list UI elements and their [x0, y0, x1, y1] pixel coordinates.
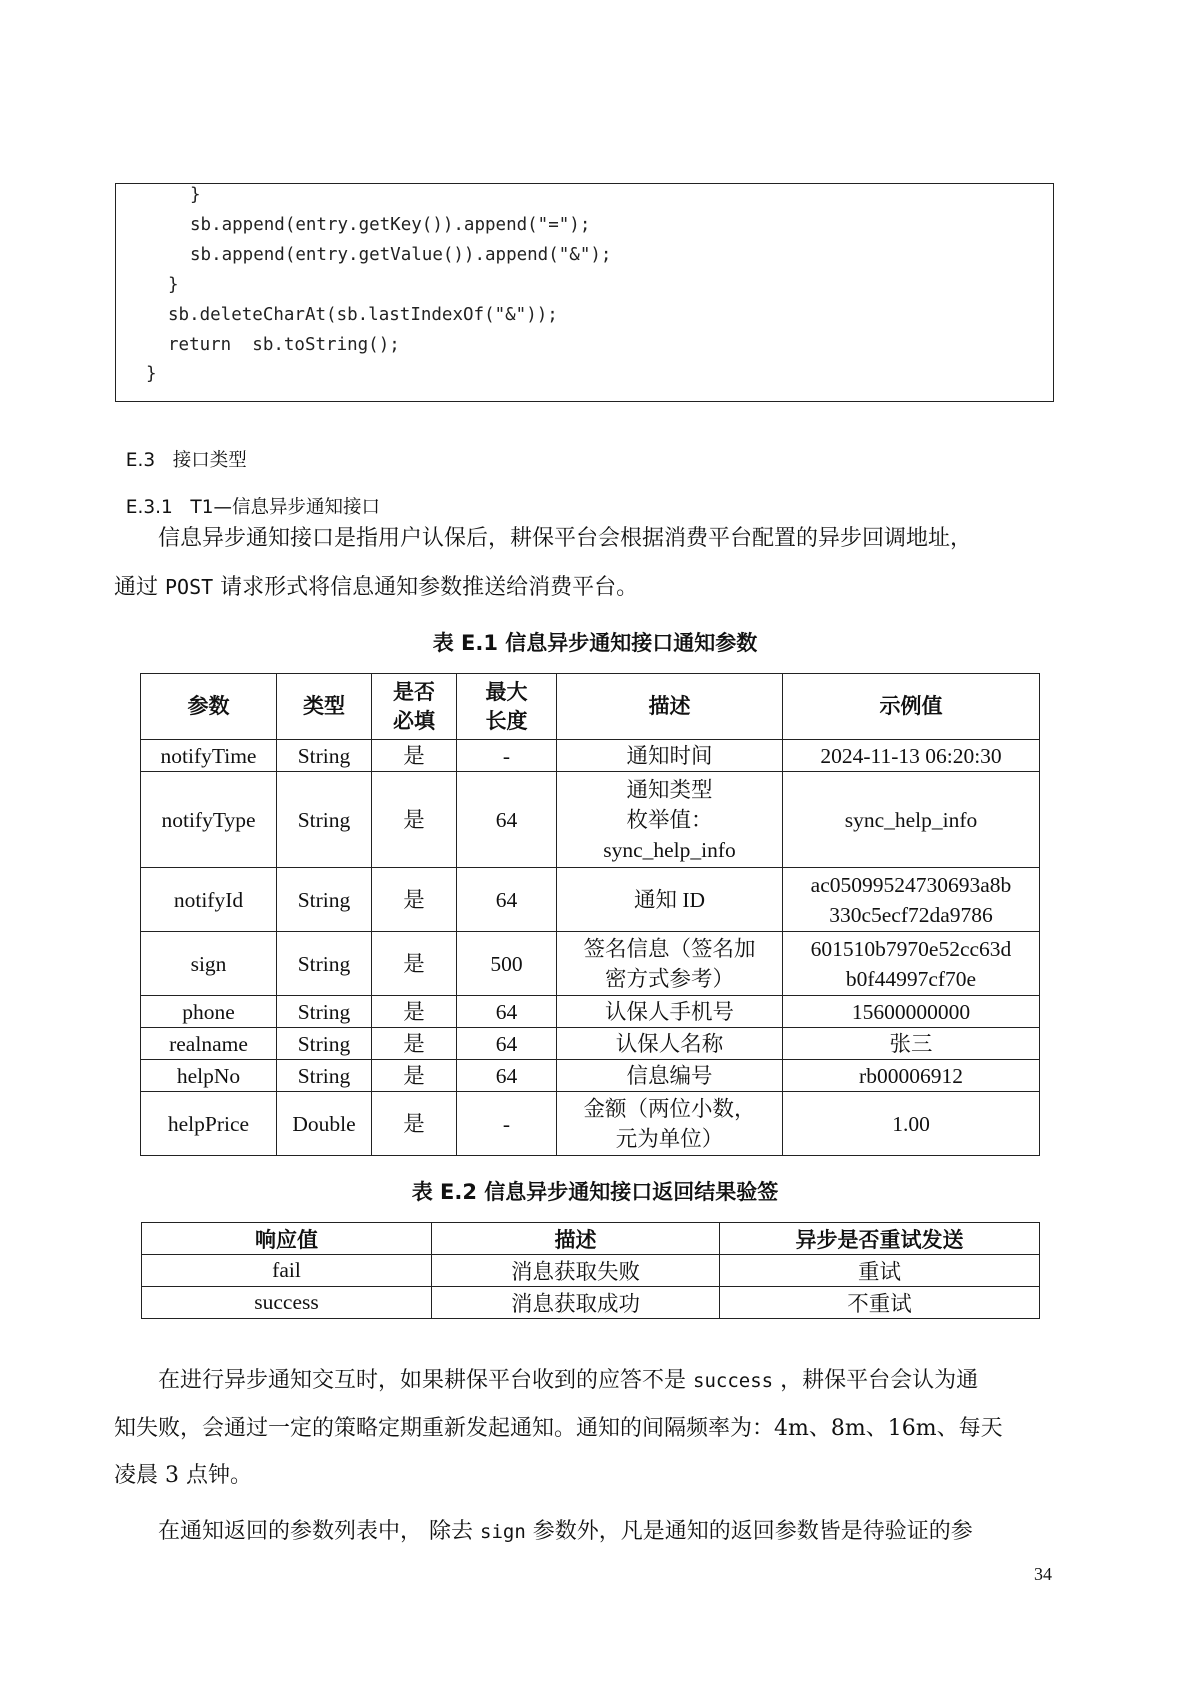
table-cell: fail — [142, 1255, 432, 1287]
column-header: 示例值 — [783, 674, 1040, 740]
section-title: 接口类型 — [172, 450, 247, 471]
code-line: return sb.toString(); — [168, 335, 400, 355]
table-cell: 认保人名称 — [557, 1028, 783, 1060]
table-row — [141, 772, 1040, 868]
table-cell: sign — [141, 932, 277, 996]
table-cell: realname — [141, 1028, 277, 1060]
table-cell: 64 — [457, 772, 557, 868]
column-header: 响应值 — [142, 1223, 432, 1255]
table-row — [141, 1060, 1040, 1092]
section-heading-e3 — [114, 425, 247, 472]
table-cell: success — [142, 1287, 432, 1319]
table-row — [141, 932, 1040, 996]
code-line: sb.append(entry.getKey()).append("="); — [190, 215, 591, 235]
table-cell: String — [277, 996, 372, 1028]
table-header-row — [141, 674, 1040, 740]
table2-caption: 表 E.2 信息异步通知接口返回结果验签 — [411, 1180, 779, 1204]
intro-line-1: 信息异步通知接口是指用户认保后，耕保平台会根据消费平台配置的异步回调地址， — [158, 526, 973, 551]
section-heading-e31 — [114, 472, 380, 519]
response-table — [141, 1222, 1040, 1319]
table-cell: 通知 ID — [557, 868, 783, 932]
table-cell: 信息编号 — [557, 1060, 783, 1092]
table-cell: String — [277, 1060, 372, 1092]
table-cell: 15600000000 — [783, 996, 1040, 1028]
intro-text: 通过 — [114, 575, 165, 600]
table-cell: notifyType — [141, 772, 277, 868]
table-cell: 是 — [372, 740, 457, 772]
table-cell: 金额（两位小数， 元为单位） — [557, 1092, 783, 1156]
table-cell: 是 — [372, 772, 457, 868]
table-header-row — [142, 1223, 1040, 1255]
table-cell: 500 — [457, 932, 557, 996]
table-cell: 是 — [372, 932, 457, 996]
column-header: 描述 — [557, 674, 783, 740]
table-cell: 通知时间 — [557, 740, 783, 772]
para-text: ，耕保平台会认为通 — [773, 1368, 979, 1393]
inline-code: sign — [480, 1521, 526, 1543]
table-cell: String — [277, 1028, 372, 1060]
table-cell: 签名信息（签名加 密方式参考） — [557, 932, 783, 996]
table-cell: - — [457, 740, 557, 772]
table-cell: String — [277, 868, 372, 932]
code-line: } — [190, 185, 201, 205]
table-cell: notifyTime — [141, 740, 277, 772]
para3-line-1 — [158, 1508, 973, 1556]
table-cell: helpNo — [141, 1060, 277, 1092]
table-cell: 是 — [372, 868, 457, 932]
table-cell: 是 — [372, 1060, 457, 1092]
para2-line-3: 凌晨 3 点钟。 — [114, 1463, 252, 1488]
table-row — [141, 868, 1040, 932]
section-number: E.3.1 — [125, 497, 173, 518]
table-cell: 是 — [372, 1028, 457, 1060]
table-row — [142, 1255, 1040, 1287]
para2-line-2: 知失败，会通过一定的策略定期重新发起通知。通知的间隔频率为：4m、8m、16m、每天 — [114, 1416, 1003, 1441]
table-cell: 64 — [457, 1028, 557, 1060]
table-row — [142, 1287, 1040, 1319]
table-cell: sync_help_info — [783, 772, 1040, 868]
page-number: 34 — [1034, 1564, 1052, 1584]
table-cell: 2024-11-13 06:20:30 — [783, 740, 1040, 772]
table-cell: 认保人手机号 — [557, 996, 783, 1028]
intro-line-2 — [114, 563, 638, 612]
table-cell: phone — [141, 996, 277, 1028]
section-number: E.3 — [125, 450, 156, 471]
table-cell: Double — [277, 1092, 372, 1156]
column-header: 是否 必填 — [372, 674, 457, 740]
column-header: 描述 — [432, 1223, 720, 1255]
table-row — [141, 996, 1040, 1028]
code-line: } — [146, 364, 157, 384]
table-cell: 不重试 — [720, 1287, 1040, 1319]
column-header: 异步是否重试发送 — [720, 1223, 1040, 1255]
section-title: T1—信息异步通知接口 — [190, 497, 380, 518]
table-cell: 消息获取成功 — [432, 1287, 720, 1319]
table-cell: 601510b7970e52cc63d b0f44997cf70e — [783, 932, 1040, 996]
inline-code: success — [693, 1370, 774, 1392]
table-row — [141, 740, 1040, 772]
table-cell: 消息获取失败 — [432, 1255, 720, 1287]
table-cell: helpPrice — [141, 1092, 277, 1156]
para2-line-1 — [158, 1357, 978, 1405]
column-header: 最大 长度 — [457, 674, 557, 740]
table-cell: 64 — [457, 1060, 557, 1092]
table-cell: 64 — [457, 996, 557, 1028]
table-cell: String — [277, 932, 372, 996]
code-line: } — [168, 275, 179, 295]
code-line: sb.append(entry.getValue()).append("&"); — [190, 245, 612, 265]
table-cell: ac05099524730693a8b 330c5ecf72da9786 — [783, 868, 1040, 932]
column-header: 参数 — [141, 674, 277, 740]
table-cell: 是 — [372, 1092, 457, 1156]
code-line: sb.deleteCharAt(sb.lastIndexOf("&")); — [168, 305, 558, 325]
table-cell: 张三 — [783, 1028, 1040, 1060]
table-row — [141, 1028, 1040, 1060]
intro-text: 请求形式将信息通知参数推送给消费平台。 — [213, 575, 639, 600]
para-text: 在通知返回的参数列表中， 除去 — [158, 1519, 480, 1544]
table-row — [141, 1092, 1040, 1156]
table-cell: rb00006912 — [783, 1060, 1040, 1092]
table-cell: String — [277, 772, 372, 868]
code-block — [115, 183, 1054, 402]
table-cell: 重试 — [720, 1255, 1040, 1287]
inline-code: POST — [165, 575, 214, 599]
column-header: 类型 — [277, 674, 372, 740]
table-cell: String — [277, 740, 372, 772]
params-table — [140, 673, 1040, 1156]
table-cell: notifyId — [141, 868, 277, 932]
table-cell: 是 — [372, 996, 457, 1028]
para-text: 参数外，凡是通知的返回参数皆是待验证的参 — [525, 1519, 973, 1544]
table-cell: 64 — [457, 868, 557, 932]
table-cell: - — [457, 1092, 557, 1156]
table-cell: 1.00 — [783, 1092, 1040, 1156]
table-cell: 通知类型 枚举值： sync_help_info — [557, 772, 783, 868]
table1-caption: 表 E.1 信息异步通知接口通知参数 — [432, 631, 758, 655]
para-text: 在进行异步通知交互时，如果耕保平台收到的应答不是 — [158, 1368, 693, 1393]
